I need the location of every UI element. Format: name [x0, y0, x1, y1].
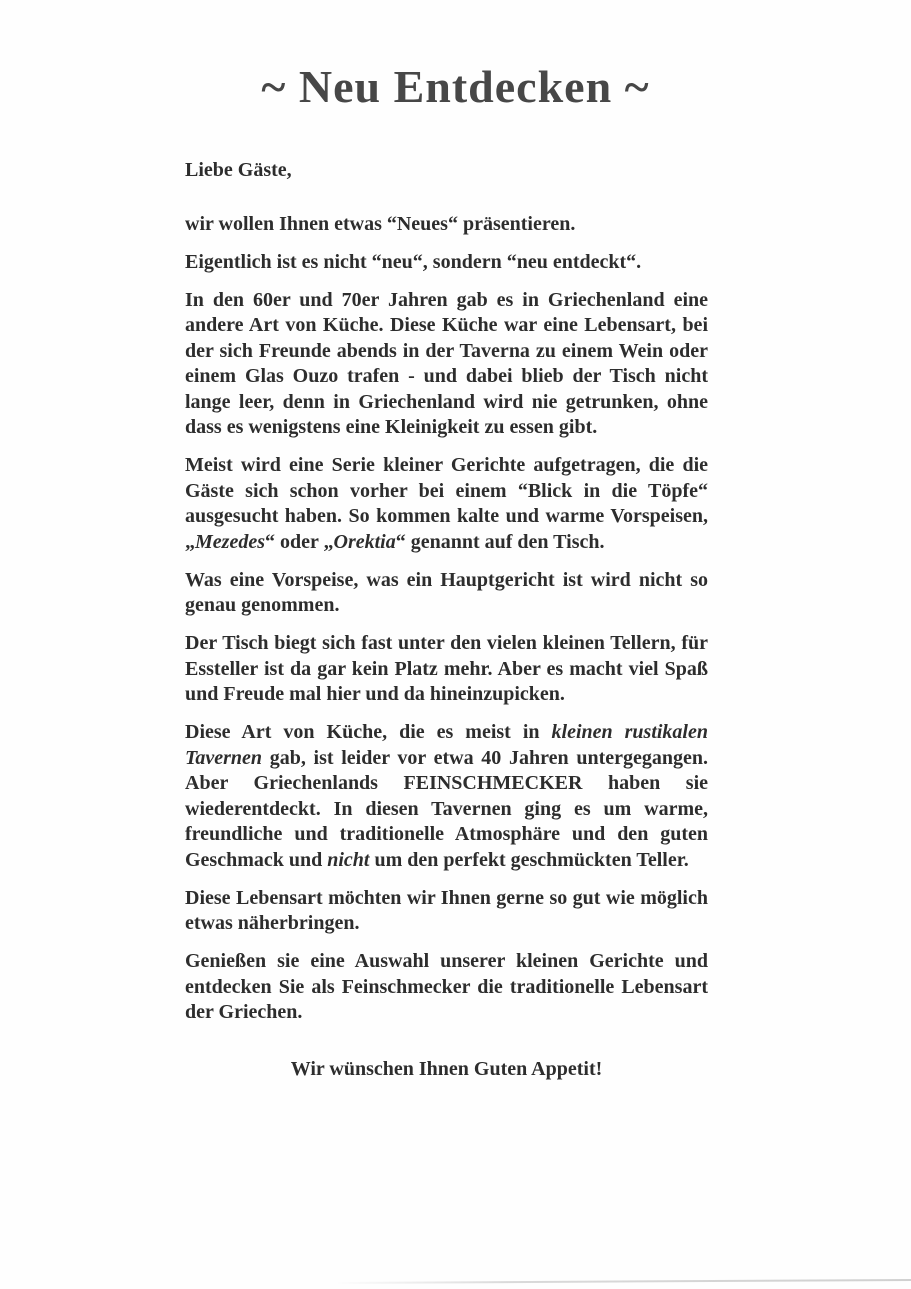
body-paragraphs: [185, 212, 708, 1026]
page-title: ~ Neu Entdecken ~: [261, 61, 650, 112]
salutation: Liebe Gäste,: [185, 159, 292, 181]
closing-line: Wir wünschen Ihnen Guten Appetit!: [290, 1057, 603, 1080]
paragraph: Genießen sie eine Auswahl unserer kleinen Gerichte und entdecken Sie als Feinschmecker die traditionelle Lebensart der Griechen.: [185, 950, 708, 1023]
scan-artifact-line: [335, 1279, 911, 1284]
paragraph: Was eine Vorspeise, was ein Hauptgericht ist wird nicht so genau genommen.: [185, 568, 708, 616]
paragraph: Diese Art von Küche, die es meist in kleinen rustikalen Tavernen gab, ist leider vor etwa 40 Jahren untergegangen. Aber Griechenlands FEINSCHMECKER haben sie wiederentdeckt. In diesen Tavernen ging es um warme, freundliche und traditionelle Atmosphäre und den guten Geschmack und nicht um den perfekt geschmückten Teller.: [185, 721, 708, 871]
paragraph: Der Tisch biegt sich fast unter den vielen kleinen Tellern, für Essteller ist da gar kein Platz mehr. Aber es macht viel Spaß und Freude mal hier und da hineinzupicken.: [185, 632, 708, 705]
paragraph: Meist wird eine Serie kleiner Gerichte aufgetragen, die die Gäste sich schon vorher bei einem “Blick in die Töpfe“ ausgesucht haben. So kommen kalte und warme Vorspeisen, „Mezedes“ oder „Orektia“ genannt auf den Tisch.: [185, 454, 708, 553]
document-body: [185, 158, 708, 1082]
paragraph: Eigentlich ist es nicht “neu“, sondern “neu entdeckt“.: [185, 250, 642, 273]
paragraph: Diese Lebensart möchten wir Ihnen gerne so gut wie möglich etwas näherbringen.: [185, 886, 708, 934]
paragraph: In den 60er und 70er Jahren gab es in Griechenland eine andere Art von Küche. Diese Küche war eine Lebensart, bei der sich Freunde abends in der Taverna zu einem Wein oder einem Glas Ouzo trafen - und dabei blieb der Tisch nicht lange leer, denn in Griechenland wird nie getrunken, ohne dass es wenigstens eine Kleinigkeit zu essen gibt.: [185, 288, 708, 438]
paragraph: wir wollen Ihnen etwas “Neues“ präsentieren.: [185, 212, 576, 235]
